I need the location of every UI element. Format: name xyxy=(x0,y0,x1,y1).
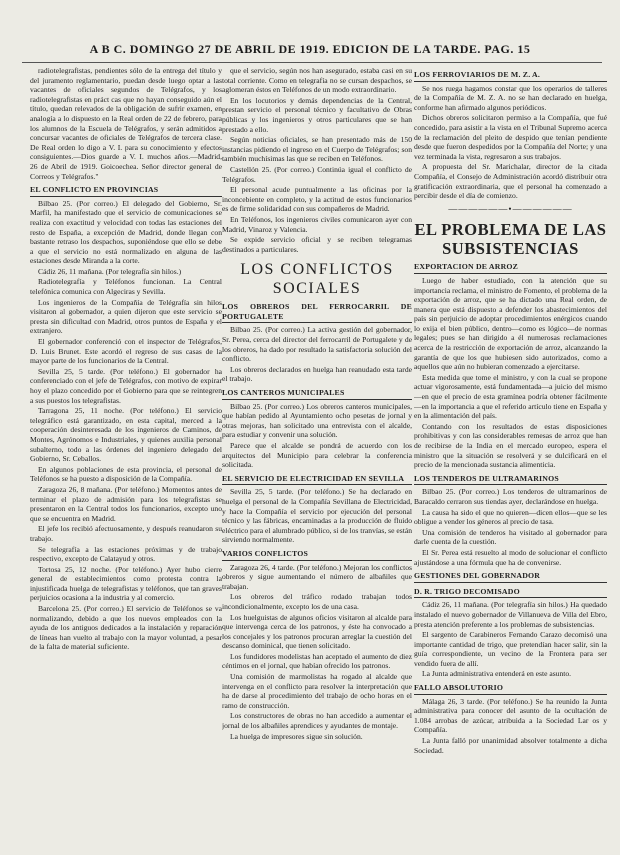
column-3 xyxy=(414,66,607,851)
main-headline: LOS CONFLICTOS SOCIALES xyxy=(240,261,394,298)
article-paragraph: En Teléfonos, los ingenieros civiles comunicaron ayer con Madrid, Vinaroz y Valencia. xyxy=(222,214,412,234)
section-heading: VARIOS CONFLICTOS xyxy=(222,549,412,561)
article-paragraph: A propuesta del Sr. Marichalar, director de la citada Compañía, el Consejo de Administración acordó distribuir otra gratificación extraordinaria, que el personal ha comenzado a percibir desde el día de comienzo. xyxy=(414,162,607,201)
article-paragraph: Barcelona 25. (Por correo.) El servicio de Teléfonos se va normalizando, debido a que los nuevos empleados con la ayuda de los antiguos dedicados a la instalación y reparación de líneas han vuelto al trabajo con la mayor voluntad, a pesar de la falta de material suficiente. xyxy=(30,604,222,652)
article-paragraph: Cádiz 26, 11 mañana. (Por telegrafía sin hilos.) xyxy=(38,266,182,276)
article-paragraph: Sevilla 25, 5 tarde. (Por teléfono.) Se ha declarado en huelga el personal de la Compañía Sevillana de Electricidad, y hace la Compañía el servicio por ejecución del personal técnico y las fábricas, encaminadas a la producción de fluido eléctrico para el alumbrado público, si de los tranvías, se están sirviendo normalmente. xyxy=(222,487,412,545)
article-paragraph: La huelga de impresores sigue sin solución. xyxy=(230,731,363,741)
article-paragraph: Cádiz 26, 11 mañana. (Por telegrafía sin hilos.) Ha quedado instalado el nuevo gobernador de Villanueva de Villa del Ebro, presta atención preferente a los problemas de subsistencias. xyxy=(414,600,607,629)
main-headline: EL PROBLEMA DE LAS SUBSISTENCIAS xyxy=(414,220,607,259)
article-paragraph: Los constructores de obras no han accedido a aumentar el jornal de los albañiles aprendices y ayudantes de montaje. xyxy=(222,711,412,731)
article-paragraph: En algunos poblaciones de esta provincia, el personal de Teléfonos se ha puesto a disposición de la Compañía. xyxy=(30,464,222,484)
article-paragraph: El personal acude puntualmente a las oficinas por la inconcebiente en completo, y la actitud de estos funcionarios es de firme solidaridad con sus compañeros de Madrid. xyxy=(222,185,412,214)
article-paragraph: Se expide servicio oficial y se reciben telegramas destinados a particulares. xyxy=(222,235,412,254)
column-2 xyxy=(222,66,412,851)
article-paragraph: Una comisión de tenderos ha visitado al gobernador para darle cuenta de la cuestión. xyxy=(414,527,607,547)
ornament-divider: ——————•—————— xyxy=(448,203,573,214)
article-paragraph: El Sr. Perea está resuelto al modo de solucionar el conflicto ajustándose a una fórmula que ha de convenirse. xyxy=(414,547,607,567)
article-paragraph: Sevilla 25, 5 tarde. (Por teléfono.) El gobernador ha conferenciado con el jefe de Telégrafos, con motivo de expirar hoy el plazo concedido por el Gobierno para que se reintegren a sus puestos los telegrafistas. xyxy=(30,366,222,405)
article-paragraph: Se telegrafía a las estaciones próximas y de trabajo respectivo, excepto de Calatayud y otros. xyxy=(30,544,222,564)
article-paragraph: Según noticias oficiales, se han presentado más de 150 instancias pidiendo el ingreso en el Cuerpo de Telégrafos; son también muchísimas las que se reciben en Teléfonos. xyxy=(222,135,412,164)
section-heading: EL CONFLICTO EN PROVINCIAS xyxy=(30,185,222,197)
article-paragraph: El gobernador conferenció con el inspector de Telégrafos, D. Luis Brunet. Este acordó el regreso de sus casas de la mayor parte de los funcionarios de la Central. xyxy=(30,337,222,366)
section-heading: EL SERVICIO DE ELECTRICIDAD EN SEVILLA xyxy=(222,474,412,486)
section-heading: LOS TENDEROS DE ULTRAMARINOS xyxy=(414,474,607,486)
article-paragraph: Esta medida que tome el ministro, y con la cual se propone actuar vigorosamente, está fundamentada—a juicio del mismo—en que el precio de esta gramínea podría obtener fácilmente—en la importancia a que el referido artículo tiene en España y en la alimentación del país. xyxy=(414,372,607,421)
section-heading: D. R. TRIGO DECOMISADO xyxy=(414,587,607,599)
article-paragraph: Los fundidores modelistas han aceptado el aumento de diez céntimos en el jornal, que habían ofrecido los patronos. xyxy=(222,651,412,671)
article-paragraph: Contando con los resultados de estas disposiciones prohibitivas y con las considerables remesas de arroz que han de recibirse de la India en el mercado europeo, espera el ministro que la situación se resolverá y se dulcificará en el precio de la mencionada sustancia alimenticia. xyxy=(414,421,607,470)
article-paragraph: Los obreros del tráfico rodado trabajan todos incondicionalmente, excepto los de una casa. xyxy=(222,592,412,611)
article-paragraph: Los obreros declarados en huelga han reanudado esta tarde el trabajo. xyxy=(222,364,412,384)
column-1 xyxy=(30,66,222,851)
article-paragraph: Castellón 25. (Por correo.) Continúa igual el conflicto de Telégrafos. xyxy=(222,164,412,184)
section-heading: LOS FERROVIARIOS DE M. Z. A. xyxy=(414,70,607,82)
page-header: A B C. DOMINGO 27 DE ABRIL DE 1919. EDICION DE LA TARDE. PAG. 15 xyxy=(89,42,531,56)
article-paragraph: Radiotelegrafía y Teléfonos funcionan. La Central telefónica comunica con Algeciras y Sevilla. xyxy=(30,277,222,297)
article-paragraph: Zaragoza 26, 4 tarde. (Por teléfono.) Mejoran los conflictos obreros y sigue aumentando el número de albañiles que trabajan. xyxy=(222,562,412,591)
article-paragraph: que el servicio, según nos han asegurado, estaba casi en su total corriente. Como en telegrafía no se cursan despachos, se aglomeran éstos en Teléfonos de un modo extraordinario. xyxy=(222,66,412,95)
article-paragraph: Parece que el alcalde se pondrá de acuerdo con los arquitectos del Municipio para celebrar la conferencia solicitada. xyxy=(222,441,412,470)
section-heading: LOS OBREROS DEL FERROCARRIL DE PORTUGALETE xyxy=(222,302,412,323)
article-paragraph: La Junta administrativa entenderá en este asunto. xyxy=(422,669,572,679)
article-paragraph: Bilbao 25. (Por correo.) Los tenderos de ultramarinos de Baracaldo cerraron sus tiendas ayer, declarándose en huelga. xyxy=(414,487,607,506)
article-paragraph: Se nos ruega hagamos constar que los operarios de talleres de la Compañía de M. Z. A. no se han declarado en huelga, conforme han afirmado algunos periódicos. xyxy=(414,83,607,112)
article-paragraph: El jefe los recibió afectuosamente, y después reanudaron su trabajo. xyxy=(30,524,222,543)
section-heading: EXPORTACION DE ARROZ xyxy=(414,262,607,274)
article-paragraph: Málaga 26, 3 tarde. (Por teléfono.) Se ha reunido la Junta administrativa para conocer del asunto de la ocultación de 1.084 arrobas de azúcar, atribuida a la Sociedad Lar os y Compañía. xyxy=(414,696,607,735)
header-rule xyxy=(22,62,602,63)
article-paragraph: Dichos obreros solicitaron permiso a la Compañía, que fué concedido, para asistir a la vista en el Tribunal Supremo acerca de la reclamación del pleito de despido que tenían pendiente desde que fueron despedidos por la Compañía del Norte; y una vez terminada la vista, regresaron a sus trabajos. xyxy=(414,113,607,161)
article-paragraph: Tarragona 25, 11 noche. (Por teléfono.) El servicio telegráfico está garantizado, en esta capital, merced a la cooperación desinteresada de los ingenieros de Caminos, de Montes, Agrónomos e Industriales, y quienes auxilia personal subalterno, todo a las órdenes del ingeniero delegado del Gobierno, Sr. Ceballos. xyxy=(30,406,222,464)
article-paragraph: Luego de haber estudiado, con la atención que su importancia reclama, el ministro de Fomento, el problema de la exportación de arroz, que se ha dictado una Real orden, de manera que está dispuesto a defender los abastecimientos del país sin perjuicio de adoptar procedimientos enérgicos cuando lo exija el bien público, dentro—como es lógico—de normas legales; pues se han dirigido a él numerosas reclamaciones acerca de la restricción de exportación de arroz, alcanzando la garantía de que los que hubiesen sido autorizados, como a aquellos que aún no hubieran comenzado a ejercitarse. xyxy=(414,275,607,372)
section-heading: FALLO ABSOLUTORIO xyxy=(414,683,607,695)
article-paragraph: Bilbao 25. (Por correo.) La activa gestión del gobernador, Sr. Perea, cerca del director del ferrocarril de Portugalete y de los obreros, ha dado por resultado la satisfactoria solución del conflicto. xyxy=(222,325,412,364)
article-paragraph: radiotelegrafistas, pendientes sólo de la entrega del título y del juramento reglamentario, puedan desde luego optar a las vacantes de oficiales segundos de Telégrafos, y los radiotelegrafistas en práct cas que no hayan conseguido aún el título, quedan relevados de la obligación de sufrir examen, en analogía a lo dispuesto en la Real orden de 22 de febrero, para los alumnos de la Escuela de Telégrafos, y serán admitidos a concursar vacantes de oficiales de Telégrafos de tercera clase. De Real orden lo digo a V. I. para su conocimiento y efectos consiguientes.—Dios guarde a V. I. muchos años.—Madrid, 26 de Abril de 1919. Goicoechea. Señor director general de Correos y Telégrafos." xyxy=(30,66,222,181)
article-paragraph: Zaragoza 26, 8 mañana. (Por teléfono.) Momentos antes de terminar el plazo de admisión para los telegrafistas se presentaron en la Central todos los funcionarios, excepto uno que se encuentra en Madrid. xyxy=(30,484,222,523)
article-paragraph: Los ingenieros de la Compañía de Telégrafía sin hilos visitaron al gobernador, a quien dijeron que este servicio se presta sin dificultad con Madrid, otros puntos de España y el extranjero. xyxy=(30,297,222,336)
article-paragraph: La Junta falló por unanimidad absolver totalmente a dicha Sociedad. xyxy=(414,736,607,755)
article-paragraph: La causa ha sido el que no quieren—dicen ellos—que se les obligue a vender los géneros al precio de tasa. xyxy=(414,507,607,527)
section-heading: LOS CANTEROS MUNICIPALES xyxy=(222,388,412,400)
article-paragraph: Bilbao 25. (Por correo.) Los obreros canteros municipales, que habían pedido al Ayuntamiento ocho pesetas de jornal y otras mejoras, han solicitado una entrevista con el alcalde, para estudiar y convenir una solución. xyxy=(222,401,412,440)
article-paragraph: Los huelguistas de algunos oficios visitaron al alcalde para que intervenga cerca de los patronos, y éste ha convocado a los concejales y los patronos procuran arreglar la cuestión del descanso dominical, que tienen solicitado. xyxy=(222,612,412,651)
article-paragraph: El sargento de Carabineros Fernando Carazo decomisó una importante cantidad de trigo, que pretendían hacer salir, sin la guía correspondiente, un vecino de la Frontera para ser vendido fuera de allí. xyxy=(414,630,607,668)
article-paragraph: En los locutorios y demás dependencias de la Central, prestan servicio el personal técnico y facultativo de Obras públicas y los ingenieros y otros particulares que se han prestado a ello. xyxy=(222,95,412,134)
article-paragraph: Bilbao 25. (Por correo.) El delegado del Gobierno, Sr. Marfil, ha manifestado que el servicio de comunicaciones se realiza con exactitud y velocidad con todas las estaciones del resto de España, a excepción de Madrid, donde llegan con bastante retraso los despachos, suponiéndose que ello se debe a que el servicio no está normalizado en alguna de las estaciones desde Miranda a la corte. xyxy=(30,198,222,266)
section-heading: GESTIONES DEL GOBERNADOR xyxy=(414,571,607,583)
article-paragraph: Una comisión de marmolistas ha rogado al alcalde que intervenga en el conflicto para resolver la interpretación que ha de darse al procedimiento del trabajo de ocho horas en el ramo de construcción. xyxy=(222,672,412,710)
article-paragraph: Tortosa 25, 12 noche. (Por teléfono.) Ayer hubo cierre general de establecimientos como protesta contra la injustificada huelga de telegrafistas y teléfonos, que tan graves perjuicios ocasiona a la industria y al comercio. xyxy=(30,564,222,603)
